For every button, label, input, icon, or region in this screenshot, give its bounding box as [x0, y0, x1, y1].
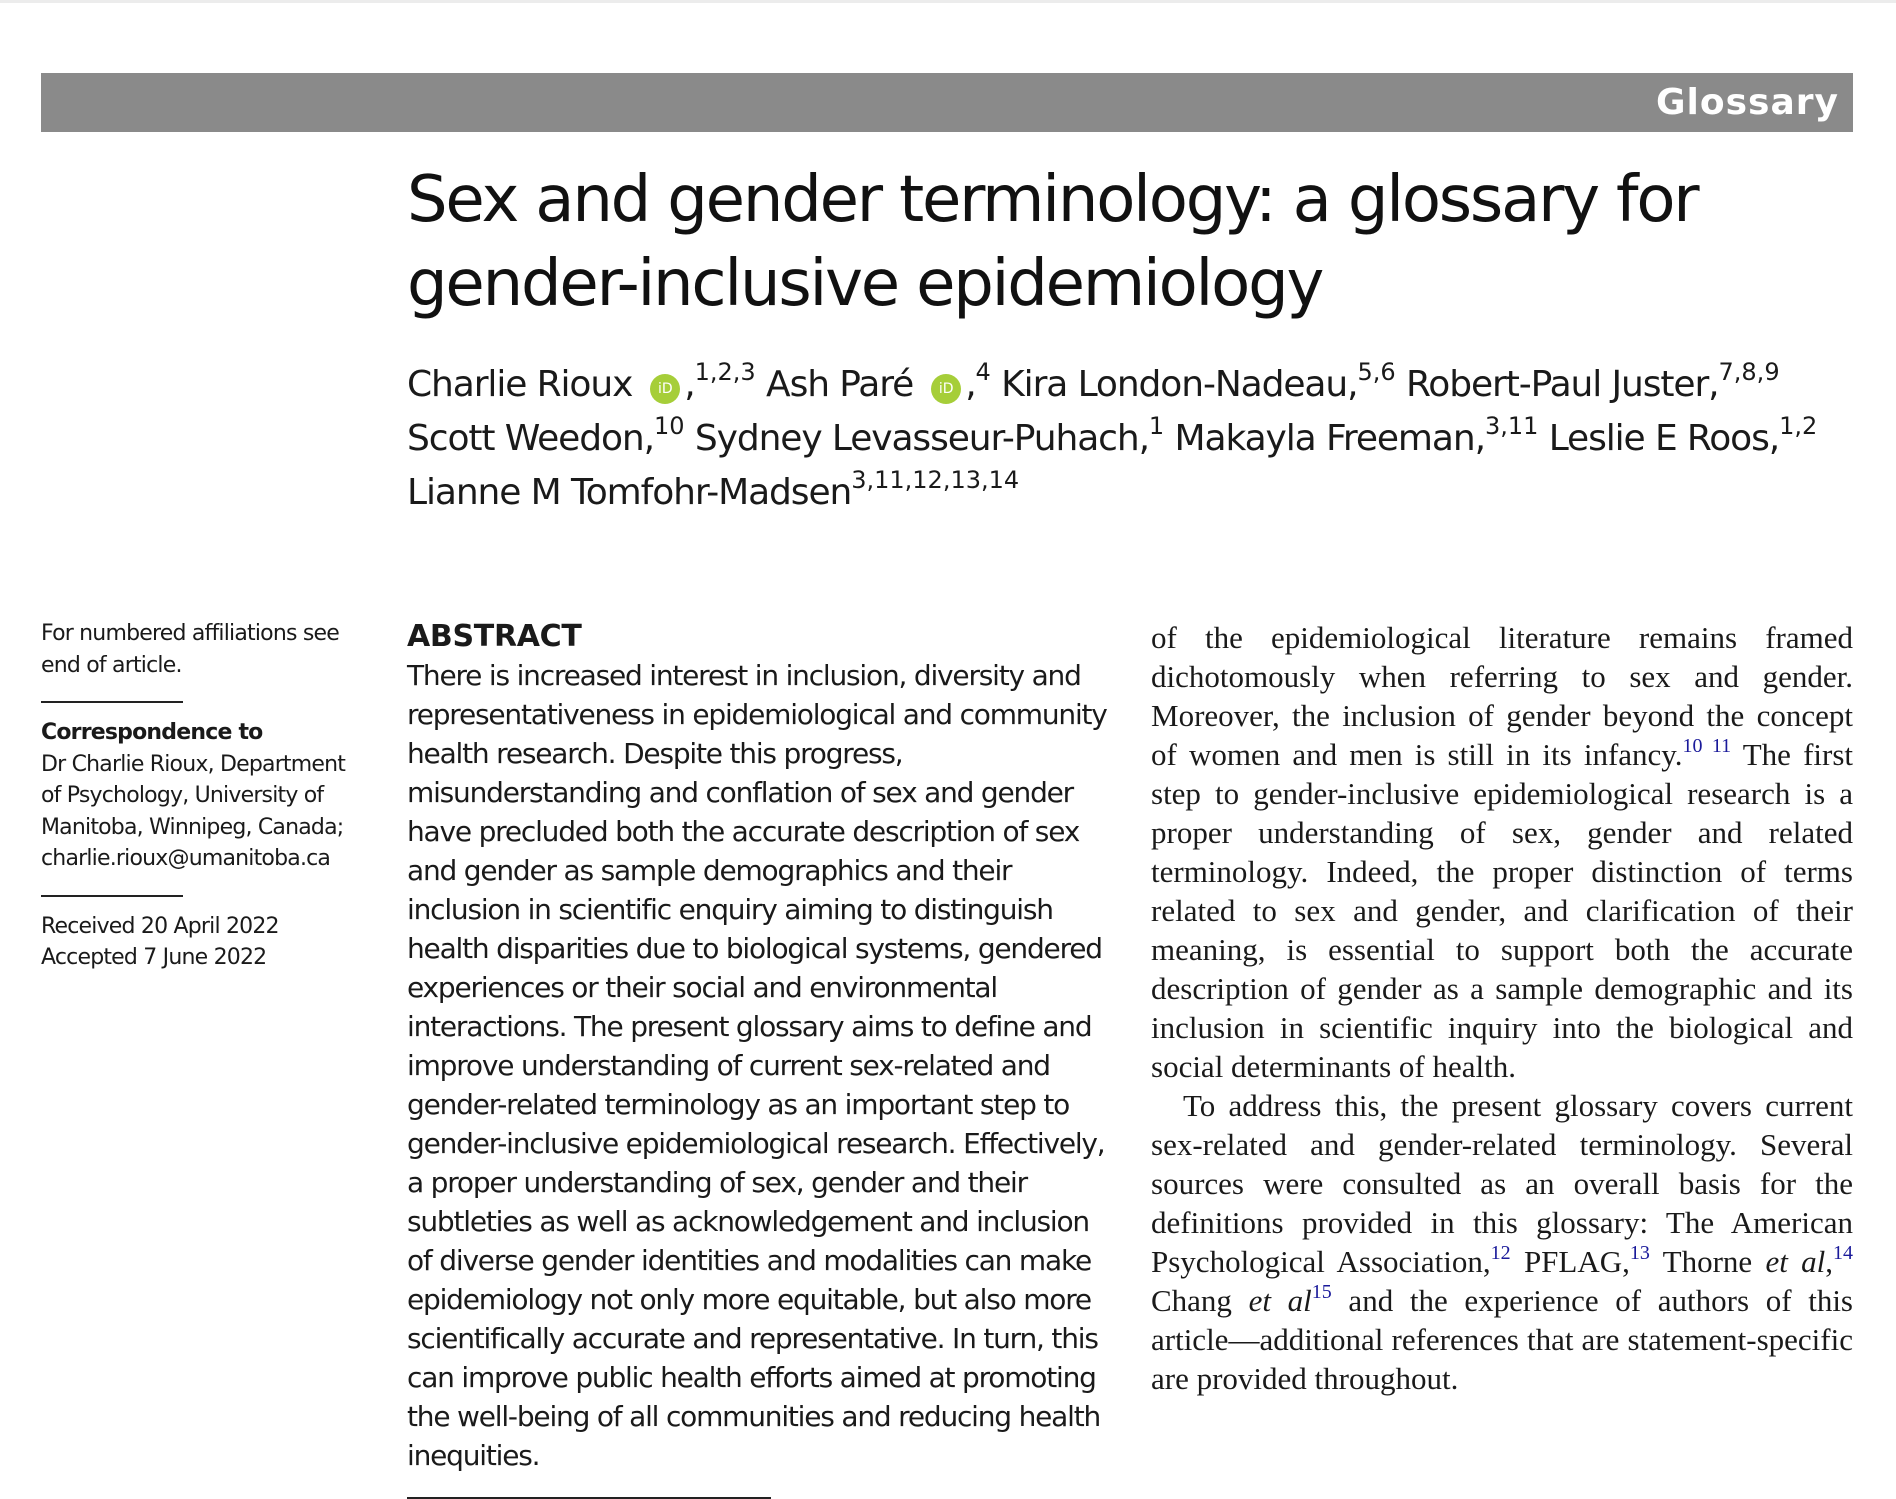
- author-name: Sydney Levasseur-Puhach: [694, 418, 1139, 459]
- body-text: PFLAG,: [1510, 1244, 1630, 1279]
- author-affiliation: 1,2,3: [694, 358, 756, 386]
- body-text: ,: [1825, 1244, 1833, 1279]
- author-name: Kira London-Nadeau: [1001, 364, 1348, 405]
- orcid-icon[interactable]: iD: [650, 374, 680, 404]
- et-al: et al: [1248, 1283, 1312, 1318]
- affiliations-note: For numbered affiliations see end of article.: [41, 621, 339, 678]
- accepted-date: Accepted 7 June 2022: [41, 945, 267, 970]
- author-affiliation: 7,8,9: [1718, 358, 1780, 386]
- article-title: Sex and gender terminology: a glossary for gender-inclusive epidemiology: [407, 163, 1698, 321]
- body-column: [1151, 618, 1853, 1398]
- top-rule: [0, 0, 1896, 3]
- reference-link[interactable]: 13: [1629, 1242, 1650, 1264]
- body-text: The first step to gender-inclusive epidemiological research is a proper understanding of sex, gender and related terminology. Indeed, the proper distinction of terms related to sex and gender, and clarification of their meaning, is essential to support both the accurate description of gender as a sample demographic and its inclusion in scientific inquiry into the biological and social determinants of health.: [1151, 737, 1853, 1084]
- author-list: Charlie Rioux iD ,$^{1,2,3}$ Ash Paré iD ,$^4$ Kira London-Nadeau,$^{5,6}$ Robert-Paul Juster,$^{7,8,9}$ Scott Weedon,$^{10}$ Sydney Levasseur-Puhach,$^1$ Makayla Freeman,$^{3,11}$ Leslie E Roos,$^{1,2}$ Lianne M Tomfohr-Madsen$^{3,11,12,13,14}$: [407, 358, 1818, 513]
- body-text: and the experience of authors of this article—additional references that are statement-specific are provided throughout.: [1151, 1283, 1853, 1396]
- reference-link[interactable]: 15: [1311, 1281, 1332, 1303]
- abstract-heading: ABSTRACT: [407, 619, 582, 654]
- author-name: Lianne M Tomfohr-Madsen: [407, 472, 852, 513]
- body-paragraph: [1151, 1086, 1853, 1398]
- author-name: Scott Weedon: [407, 418, 644, 459]
- author-name: Leslie E Roos: [1548, 418, 1769, 459]
- abstract-text: There is increased interest in inclusion, diversity and representativeness in epidemiological and community health research. Despite this progress, misunderstanding and conflation of sex and gender have precluded both the accurate description of sex and gender as sample demographics and their inclusion in scientific enquiry aiming to distinguish health disparities due to biological systems, gendered experiences or their social and environmental interactions. The present glossary aims to define and improve understanding of current sex-related and gender-related terminology as an important step to gender-inclusive epidemiological research. Effectively, a proper understanding of sex, gender and their subtleties as well as acknowledgement and inclusion of diverse gender identities and modalities can make epidemiology not only more equitable, but also more scientifically accurate and representative. In turn, this can improve public health efforts aimed at promoting the well-being of all communities and reducing health inequities.: [407, 659, 1107, 1472]
- author-affiliation: 3,11: [1484, 412, 1539, 440]
- received-date: Received 20 April 2022: [41, 913, 279, 939]
- author-affiliation: 10: [653, 412, 685, 440]
- section-banner: [41, 73, 1853, 132]
- section-label: Glossary: [1656, 82, 1839, 123]
- reference-link[interactable]: 10 11: [1682, 735, 1732, 757]
- author-affiliation: 3,11,12,13,14: [851, 466, 1020, 494]
- body-paragraph: [1151, 618, 1853, 1086]
- body-text: of the epidemiological literature remains framed dichotomously when referring to sex and gender. Moreover, the inclusion of gender beyond the concept of women and men is still in its infancy.: [1151, 620, 1853, 772]
- body-text: Chang: [1151, 1283, 1249, 1318]
- et-al: et al: [1765, 1244, 1826, 1279]
- author-affiliation: 1: [1148, 412, 1165, 440]
- sidebar: [41, 618, 361, 974]
- correspondence-text: Dr Charlie Rioux, Department of Psychology, University of Manitoba, Winnipeg, Canada; charlie.rioux@umanitoba.ca: [41, 751, 346, 871]
- abstract: [407, 618, 1107, 1499]
- body-text: To address this, the present glossary covers current sex-related and gender-related terminology. Several sources were consulted as an overall basis for the definitions provided in this glossary: The American Psychological Association,: [1151, 1088, 1853, 1279]
- author-name: Makayla Freeman: [1174, 418, 1475, 459]
- orcid-icon[interactable]: iD: [931, 374, 961, 404]
- divider: [41, 701, 183, 703]
- reference-link[interactable]: 14: [1833, 1242, 1853, 1264]
- correspondence-heading: Correspondence to: [41, 720, 263, 745]
- author-affiliation: 1,2: [1779, 412, 1818, 440]
- author-affiliation: 4: [975, 358, 991, 386]
- author-affiliation: 5,6: [1357, 358, 1396, 386]
- divider: [41, 895, 183, 897]
- author-name: Ash Paré: [766, 364, 914, 405]
- reference-link[interactable]: 12: [1490, 1242, 1511, 1264]
- author-name: Charlie Rioux: [407, 364, 633, 405]
- body-text: Thorne: [1649, 1244, 1766, 1279]
- author-name: Robert-Paul Juster: [1405, 364, 1709, 405]
